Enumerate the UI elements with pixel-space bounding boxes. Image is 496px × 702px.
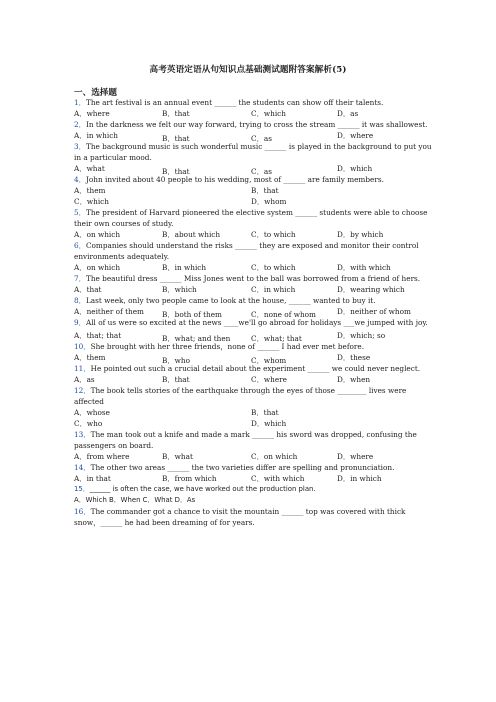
question-number: 12． <box>74 385 91 395</box>
options-row <box>74 196 434 207</box>
answer-option[interactable]: C．in which <box>251 285 296 294</box>
question-item <box>74 273 434 295</box>
answer-option[interactable]: A．what <box>74 164 105 173</box>
answer-option[interactable]: B．what; and then <box>162 333 231 343</box>
question-text: The book tells stories of the earthquake through the eyes of those ________ lives were affected <box>74 385 407 406</box>
question-stem <box>74 119 434 130</box>
answer-option[interactable]: C．What <box>142 495 175 504</box>
question-stem <box>74 429 434 451</box>
answer-option[interactable]: A．them <box>74 352 106 362</box>
question-stem <box>74 385 434 407</box>
options-row <box>74 262 434 273</box>
answer-option[interactable]: D．which <box>337 164 373 173</box>
question-item <box>74 317 434 341</box>
answer-option[interactable]: A．on which <box>74 263 121 272</box>
question-stem <box>74 295 434 306</box>
question-item <box>74 240 434 273</box>
answer-option[interactable]: D．as <box>337 109 359 118</box>
question-stem <box>74 273 434 284</box>
options-row <box>74 306 434 317</box>
answer-option[interactable]: B．that <box>251 186 279 195</box>
answer-option[interactable]: D．whom <box>251 197 287 206</box>
question-number: 6． <box>74 241 86 250</box>
answer-option[interactable]: B．from which <box>162 473 217 483</box>
options-row <box>74 130 434 141</box>
answer-option[interactable]: A．that; that <box>74 330 122 340</box>
answer-option[interactable]: B．in which <box>162 263 207 272</box>
question-item <box>74 363 434 385</box>
answer-option[interactable]: A．where <box>74 109 110 118</box>
question-number: 11． <box>74 363 91 373</box>
question-number: 3． <box>74 142 86 151</box>
question-text: The president of Harvard pioneered the elective system ______ students were able to choose their own courses of study. <box>74 208 428 228</box>
answer-option[interactable]: D．in which <box>337 473 382 483</box>
question-text: He pointed out such a crucial detail about the experiment ______ we could never neglect. <box>90 363 421 373</box>
answer-option[interactable]: A．neither of them <box>74 307 144 316</box>
question-number: 10． <box>74 341 91 351</box>
question-stem <box>74 484 434 495</box>
answer-option[interactable]: C．who <box>74 418 103 428</box>
answer-option[interactable]: C．none of whom <box>251 310 316 319</box>
question-stem <box>74 207 434 229</box>
question-number: 13． <box>74 429 91 439</box>
answer-option[interactable]: C．on which <box>251 451 298 461</box>
question-item <box>74 385 434 429</box>
answer-option[interactable]: A．in that <box>74 473 111 483</box>
question-text: The man took out a knife and made a mark ______ his sword was dropped, confusing the passengers on board. <box>74 429 417 450</box>
answer-option[interactable]: D．where <box>337 131 374 140</box>
options-row <box>74 330 434 341</box>
question-text: The art festival is an annual event ______ the students can show off their talents. <box>85 98 384 107</box>
question-item <box>74 462 434 484</box>
answer-option[interactable]: B．that <box>162 167 190 176</box>
question-text: The commander got a chance to visit the mountain ______ top was covered with thick snow，______ he had been dreaming of for years. <box>74 506 406 527</box>
options-row <box>74 352 434 363</box>
answer-option[interactable]: B．about which <box>162 230 221 239</box>
options-row <box>74 451 434 462</box>
answer-option[interactable]: B．that <box>251 407 279 417</box>
answer-option[interactable]: D．neither of whom <box>337 307 411 316</box>
answer-option[interactable]: A．as <box>74 374 95 384</box>
question-item <box>74 484 434 506</box>
answer-option[interactable]: D．by which <box>337 230 384 239</box>
options-row <box>74 374 434 385</box>
answer-option[interactable]: C．which <box>251 109 286 118</box>
question-item <box>74 97 434 119</box>
answer-option[interactable]: C．to which <box>251 263 296 272</box>
answer-option[interactable]: A．them <box>74 186 106 195</box>
question-text: John invited about 40 people to his wedding, most of ______ are family members. <box>85 175 384 184</box>
answer-option[interactable]: B．that <box>162 374 190 384</box>
answer-option[interactable]: D．these <box>337 352 371 362</box>
answer-option[interactable]: C．where <box>251 374 287 384</box>
question-number: 7． <box>74 274 86 283</box>
question-text: Last week, only two people came to look at the house, ______ wanted to buy it. <box>85 296 376 305</box>
answer-option[interactable]: D．which; so <box>337 330 386 340</box>
answer-option[interactable]: A．that <box>74 285 102 294</box>
question-text: In the darkness we felt our way forward, trying to cross the stream ______ it was shallowest. <box>85 120 428 129</box>
question-text: All of us were so excited at the news ____we'll go abroad for holidays ___we jumped with joy. <box>85 318 428 327</box>
options-row <box>74 418 434 429</box>
options-row <box>74 185 434 196</box>
answer-option[interactable]: D．which <box>251 418 287 428</box>
answer-option[interactable]: B．that <box>162 109 190 118</box>
question-text: Companies should understand the risks ______ they are exposed and monitor their control environments adequately. <box>74 241 419 261</box>
question-item <box>74 119 434 141</box>
question-item <box>74 295 434 317</box>
answer-option[interactable]: C．as <box>251 134 272 143</box>
question-number: 2． <box>74 120 86 129</box>
question-number: 15． <box>74 484 90 493</box>
answer-option[interactable]: A．in which <box>74 131 118 140</box>
answer-option[interactable]: D．when <box>337 374 371 384</box>
answer-option[interactable]: C．as <box>251 167 272 176</box>
options-row <box>74 229 434 240</box>
answer-option[interactable]: D．where <box>337 451 374 461</box>
question-number: 5． <box>74 208 86 217</box>
question-number: 4． <box>74 175 86 184</box>
question-number: 1． <box>74 98 86 107</box>
answer-option[interactable]: C．which <box>74 197 109 206</box>
answer-option[interactable]: A．Which <box>74 495 110 504</box>
options-row <box>74 284 434 295</box>
answer-option[interactable]: A．on which <box>74 230 121 239</box>
options-row <box>74 163 434 174</box>
question-item <box>74 174 434 207</box>
question-stem <box>74 240 434 262</box>
question-number: 14． <box>74 462 91 472</box>
answer-option[interactable]: C．what; that <box>251 333 302 343</box>
answer-option[interactable]: D．wearing which <box>337 285 405 294</box>
question-text: The background music is such wonderful music ______ is played in the background to put you in a particular mood. <box>74 142 432 162</box>
answer-option[interactable]: C．with which <box>251 473 305 483</box>
question-stem <box>74 462 434 473</box>
answer-option[interactable]: B．both of them <box>162 310 222 319</box>
answer-option[interactable]: D．with which <box>337 263 391 272</box>
options-row <box>74 407 434 418</box>
question-stem <box>74 506 434 528</box>
question-text: The beautiful dress ______ Miss Jones went to the ball was borrowed from a friend of hers. <box>85 274 421 283</box>
answer-option[interactable]: C．to which <box>251 230 296 239</box>
question-list <box>74 97 434 528</box>
question-item <box>74 141 434 174</box>
question-item <box>74 341 434 363</box>
document-title: 高考英语定语从句知识点基础测试题附答案解析(5) <box>149 65 347 75</box>
question-number: 16． <box>74 506 91 516</box>
question-item <box>74 506 434 528</box>
question-text: ______ is often the case, we have worked out the production plan. <box>89 484 316 493</box>
question-stem <box>74 97 434 108</box>
question-text: She brought with her three friends，none of ______ I had ever met before. <box>90 341 365 351</box>
question-number: 8． <box>74 296 86 305</box>
answer-option[interactable]: B．what <box>162 451 193 461</box>
options-row <box>74 108 434 119</box>
question-stem <box>74 141 434 163</box>
answer-option[interactable]: B．that <box>162 134 190 143</box>
options-row <box>74 495 434 506</box>
answer-option[interactable]: C．whom <box>251 355 287 365</box>
question-number: 9． <box>74 318 86 327</box>
answer-option[interactable]: A．from where <box>74 451 130 461</box>
answer-option[interactable]: B．who <box>162 355 190 365</box>
question-item <box>74 429 434 462</box>
section-heading: 一、选择题 <box>74 88 117 98</box>
answer-option[interactable]: B．which <box>162 285 197 294</box>
options-row <box>74 473 434 484</box>
answer-option[interactable]: B．When <box>109 495 143 504</box>
answer-option[interactable]: A．whose <box>74 407 110 417</box>
question-text: The other two areas ______ the two varieties differ are spelling and pronunciation. <box>90 462 395 472</box>
question-item <box>74 207 434 240</box>
answer-option[interactable]: D．As <box>174 495 196 504</box>
